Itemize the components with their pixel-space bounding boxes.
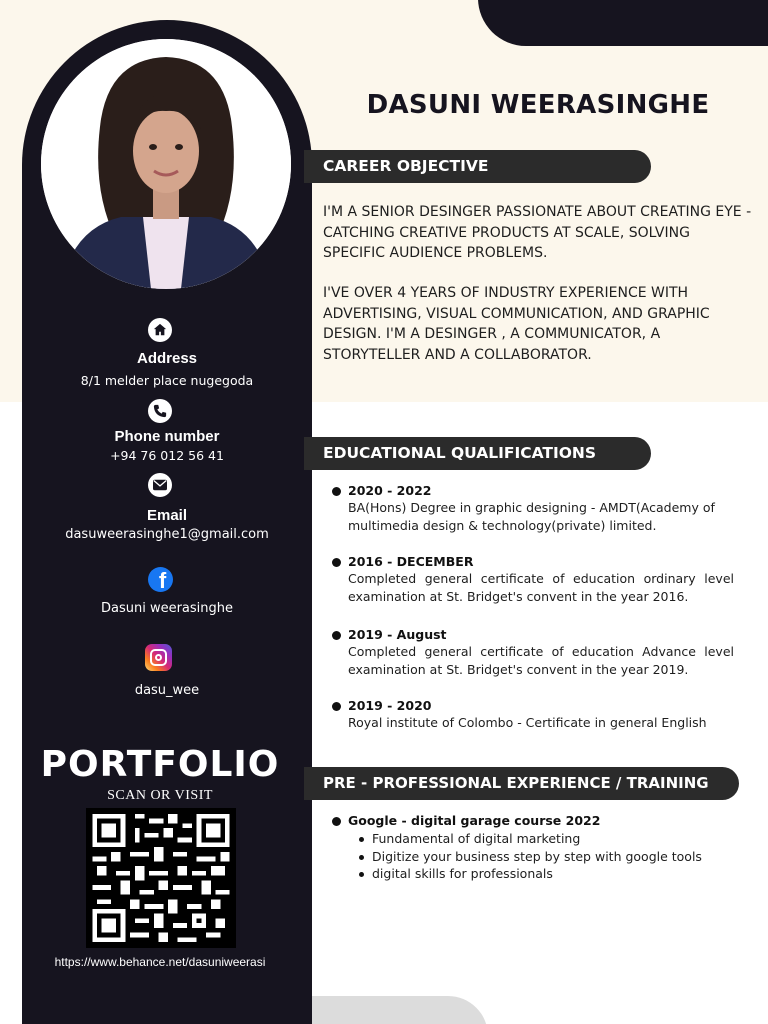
qr-code[interactable] [86, 808, 236, 948]
bullet [332, 558, 341, 567]
instagram-handle: dasu_wee [134, 683, 200, 698]
section-educational-qualifications: EDUCATIONAL QUALIFICATIONS [304, 437, 651, 470]
training-list-item: Digitize your business step by step with google tools [372, 848, 762, 866]
education-desc: Completed general certificate of education Advance level examination at St. Bridget's convent in the year 2019. [348, 644, 734, 677]
education-item [332, 553, 734, 605]
email-label: Email [146, 507, 188, 524]
education-desc: Completed general certificate of education ordinary level examination at St. Bridget's convent in the year 2016. [348, 571, 734, 604]
training-list [372, 830, 762, 883]
career-objective-paragraph-2: I'VE OVER 4 YEARS OF INDUSTRY EXPERIENCE WITH ADVERTISING, VISUAL COMMUNICATION, AND GRAPHIC DESIGN. I'M A DESINGER , A COMMUNICATOR, A STORYTELLER AND A COLLABORATOR. [323, 285, 710, 363]
mail-icon [148, 473, 172, 497]
instagram-icon[interactable] [145, 644, 172, 671]
profile-photo [41, 39, 291, 289]
education-item [332, 626, 734, 678]
phone-icon [148, 399, 172, 423]
education-year: 2019 - August [348, 627, 447, 642]
education-year: 2019 - 2020 [348, 698, 432, 713]
career-objective-paragraph-1: I'M A SENIOR DESINGER PASSIONATE ABOUT CREATING EYE - CATCHING CREATIVE PRODUCTS AT SCALE, SOLVING SPECIFIC AUDIENCE PROBLEMS. [323, 204, 752, 261]
corner-decoration [478, 0, 768, 46]
section-training: PRE - PROFESSIONAL EXPERIENCE / TRAINING [304, 767, 739, 800]
portrait-illustration [41, 39, 291, 289]
education-year: 2016 - DECEMBER [348, 554, 474, 569]
address-label: Address [136, 350, 198, 367]
education-item [332, 482, 734, 534]
bullet [332, 631, 341, 640]
facebook-name: Dasuni weerasinghe [100, 601, 234, 616]
facebook-icon[interactable]: f [148, 567, 173, 592]
bullet [332, 817, 341, 826]
training-list-item: Fundamental of digital marketing [372, 830, 762, 848]
address-value: 8/1 melder place nugegoda [80, 373, 254, 388]
education-item [332, 697, 734, 732]
section-career-objective: CAREER OBJECTIVE [304, 150, 651, 183]
home-icon [148, 318, 172, 342]
sidebar [22, 20, 312, 1024]
training-course-title: Google - digital garage course 2022 [348, 813, 601, 828]
portfolio-url[interactable]: https://www.behance.net/dasuniweerasi [54, 955, 266, 969]
phone-label: Phone number [114, 428, 220, 445]
education-year: 2020 - 2022 [348, 483, 432, 498]
bullet [332, 702, 341, 711]
education-desc: BA(Hons) Degree in graphic designing - AMDT(Academy of multimedia design & technology(private) limited. [348, 500, 715, 533]
education-desc: Royal institute of Colombo - Certificate in general English [348, 715, 707, 730]
training-item [332, 812, 752, 829]
phone-value: +94 76 012 56 41 [110, 448, 224, 463]
candidate-name: DASUNI WEERASINGHE [366, 90, 710, 120]
bullet [332, 487, 341, 496]
email-value[interactable]: dasuweerasinghe1@gmail.com [65, 527, 269, 542]
scan-or-visit-label: SCAN OR VISIT [107, 788, 213, 803]
portfolio-title: PORTFOLIO [40, 744, 280, 785]
training-list-item: digital skills for professionals [372, 865, 762, 883]
